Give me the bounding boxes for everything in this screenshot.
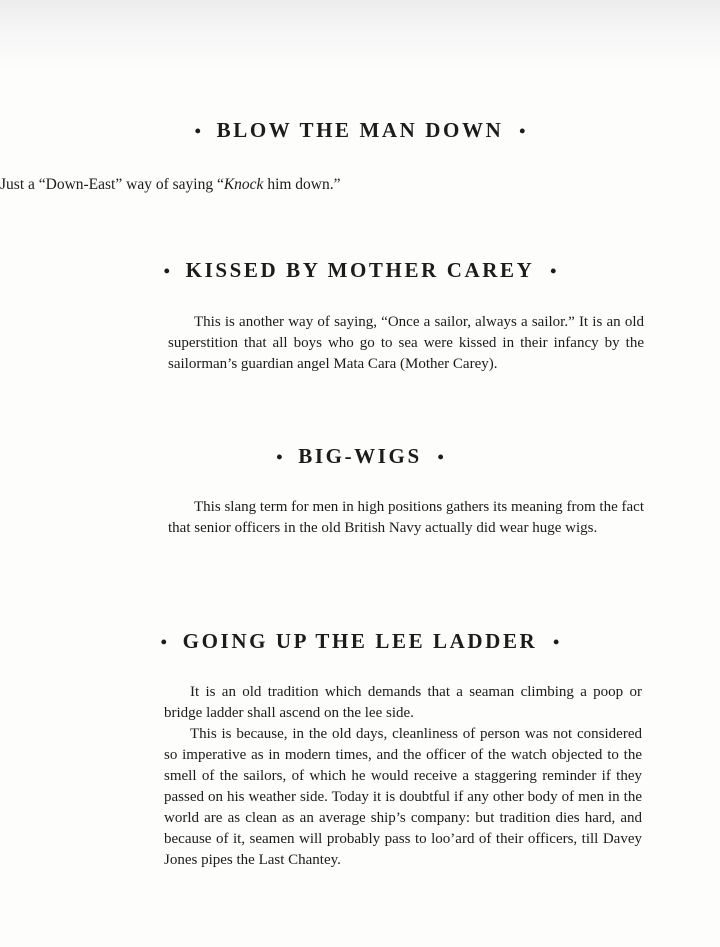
paragraph-lee-ladder-1: It is an old tradition which demands that a seaman climbing a poop or bridge ladder shall ascend on the lee side.: [164, 684, 642, 721]
paragraph-mother-carey: This is another way of saying, “Once a sailor, always a sailor.” It is an old superstition that all boys who go to sea were kissed in their infancy by the sailorman’s guardian angel Mata Cara (Mother Carey).: [168, 314, 644, 372]
body-text: him down.”: [263, 176, 341, 193]
emphasis-text: Knock: [223, 176, 264, 193]
body-text: Just a “Down-East” way of saying “: [0, 176, 224, 193]
heading-blow-the-man-down: [0, 118, 720, 143]
bullet-icon: •: [194, 121, 201, 141]
paragraph-big-wigs: This slang term for men in high positions gathers its meaning from the fact that senior officers in the old British Navy actually did wear huge wigs.: [168, 499, 644, 536]
paragraph-lee-ladder-2: This is because, in the old days, cleanliness of person was not considered so imperative as in modern times, and the officer of the watch objected to the smell of the sailors, of which he would receive a staggering reminder if they passed on his weather side. Today it is doubtful if any other body of men in the world are as clean as an average ship’s company: but tradition dies hard, and because of it, seamen will probably pass to loo’ard of their officers, till Davey Jones pipes the Last Chantey.: [164, 726, 642, 868]
bullet-icon: •: [163, 261, 170, 281]
heading-text: GOING UP THE LEE LADDER: [182, 629, 538, 653]
bullet-icon: •: [519, 121, 526, 141]
heading-big-wigs: [0, 444, 720, 469]
heading-going-up-the-lee-ladder: [0, 629, 720, 654]
bullet-icon: •: [160, 632, 167, 652]
heading-text: KISSED BY MOTHER CAREY: [185, 258, 535, 282]
bullet-icon: •: [276, 447, 283, 467]
bullet-icon: •: [553, 632, 560, 652]
heading-text: BLOW THE MAN DOWN: [216, 118, 504, 142]
bullet-icon: •: [550, 261, 557, 281]
paragraph-blow-the-man-down: [0, 174, 720, 195]
scan-shadow: [0, 0, 720, 70]
heading-kissed-by-mother-carey: [0, 258, 720, 283]
heading-text: BIG-WIGS: [298, 444, 422, 468]
bullet-icon: •: [437, 447, 444, 467]
